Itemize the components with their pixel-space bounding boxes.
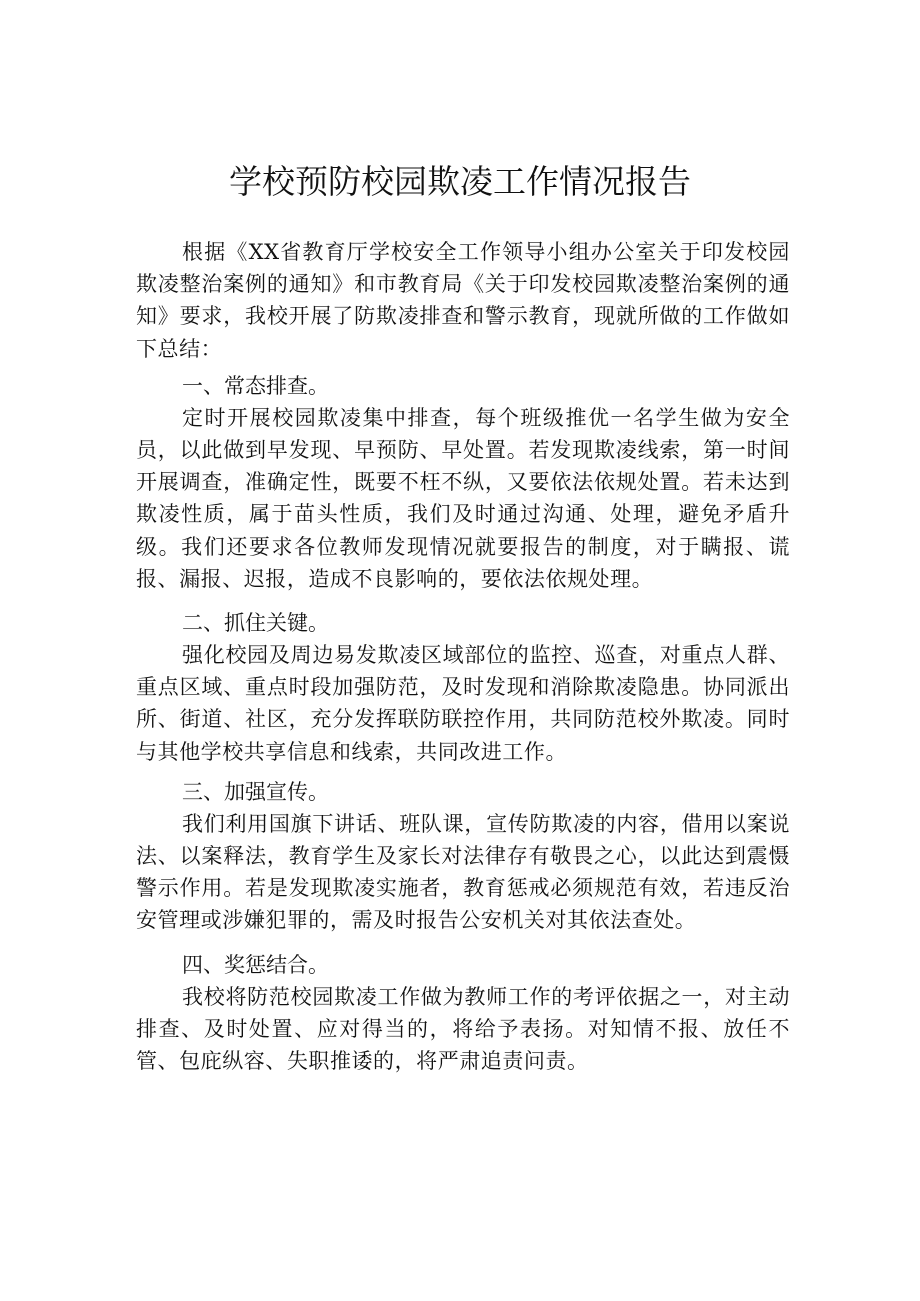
section-text-1: 定时开展校园欺凌集中排查，每个班级推优一名学生做为安全员，以此做到早发现、早预防、早处置。若发现欺凌线索，第一时间开展调查，准确定性，既要不枉不纵，又要依法依规处置。若未达到欺凌性质，属于苗头性质，我们及时通过沟通、处理，避免矛盾升级。我们还要求各位教师发现情况就要报告的制度，对于瞒报、谎报、漏报、迟报，造成不良影响的，要依法依规处理。 <box>136 405 790 591</box>
section-heading-1: 一、常态排查。 <box>182 373 329 398</box>
section-text-3: 我们利用国旗下讲话、班队课，宣传防欺凌的内容，借用以案说法、以案释法，教育学生及家长对法律存有敬畏之心，以此达到震慑警示作用。若是发现欺凌实施者，教育惩戒必须规范有效，若违反治安管理或涉嫌犯罪的，需及时报告公安机关对其依法查处。 <box>136 811 790 933</box>
section-heading-4: 四、奖惩结合。 <box>182 952 329 977</box>
section-heading-3: 三、加强宣传。 <box>182 779 329 804</box>
intro-paragraph: 根据《XX省教育厅学校安全工作领导小组办公室关于印发校园欺凌整治案例的通知》和市教育局《关于印发校园欺凌整治案例的通知》要求，我校开展了防欺凌排查和警示教育，现就所做的工作做如下总结： <box>136 240 790 361</box>
section-heading-2: 二、抓住关键。 <box>182 611 329 636</box>
document-body <box>136 236 790 1077</box>
section-text-2: 强化校园及周边易发欺凌区域部位的监控、巡查，对重点人群、重点区域、重点时段加强防范，及时发现和消除欺凌隐患。协同派出所、街道、社区，充分发挥联防联控作用，共同防范校外欺凌。同时与其他学校共享信息和线索，共同改进工作。 <box>136 643 790 764</box>
section-text-4: 我校将防范校园欺凌工作做为教师工作的考评依据之一，对主动排查、及时处置、应对得当的，将给予表扬。对知情不报、放任不管、包庇纵容、失职推诿的，将严肃追责问责。 <box>136 984 790 1074</box>
document-title: 学校预防校园欺凌工作情况报告 <box>229 162 691 201</box>
